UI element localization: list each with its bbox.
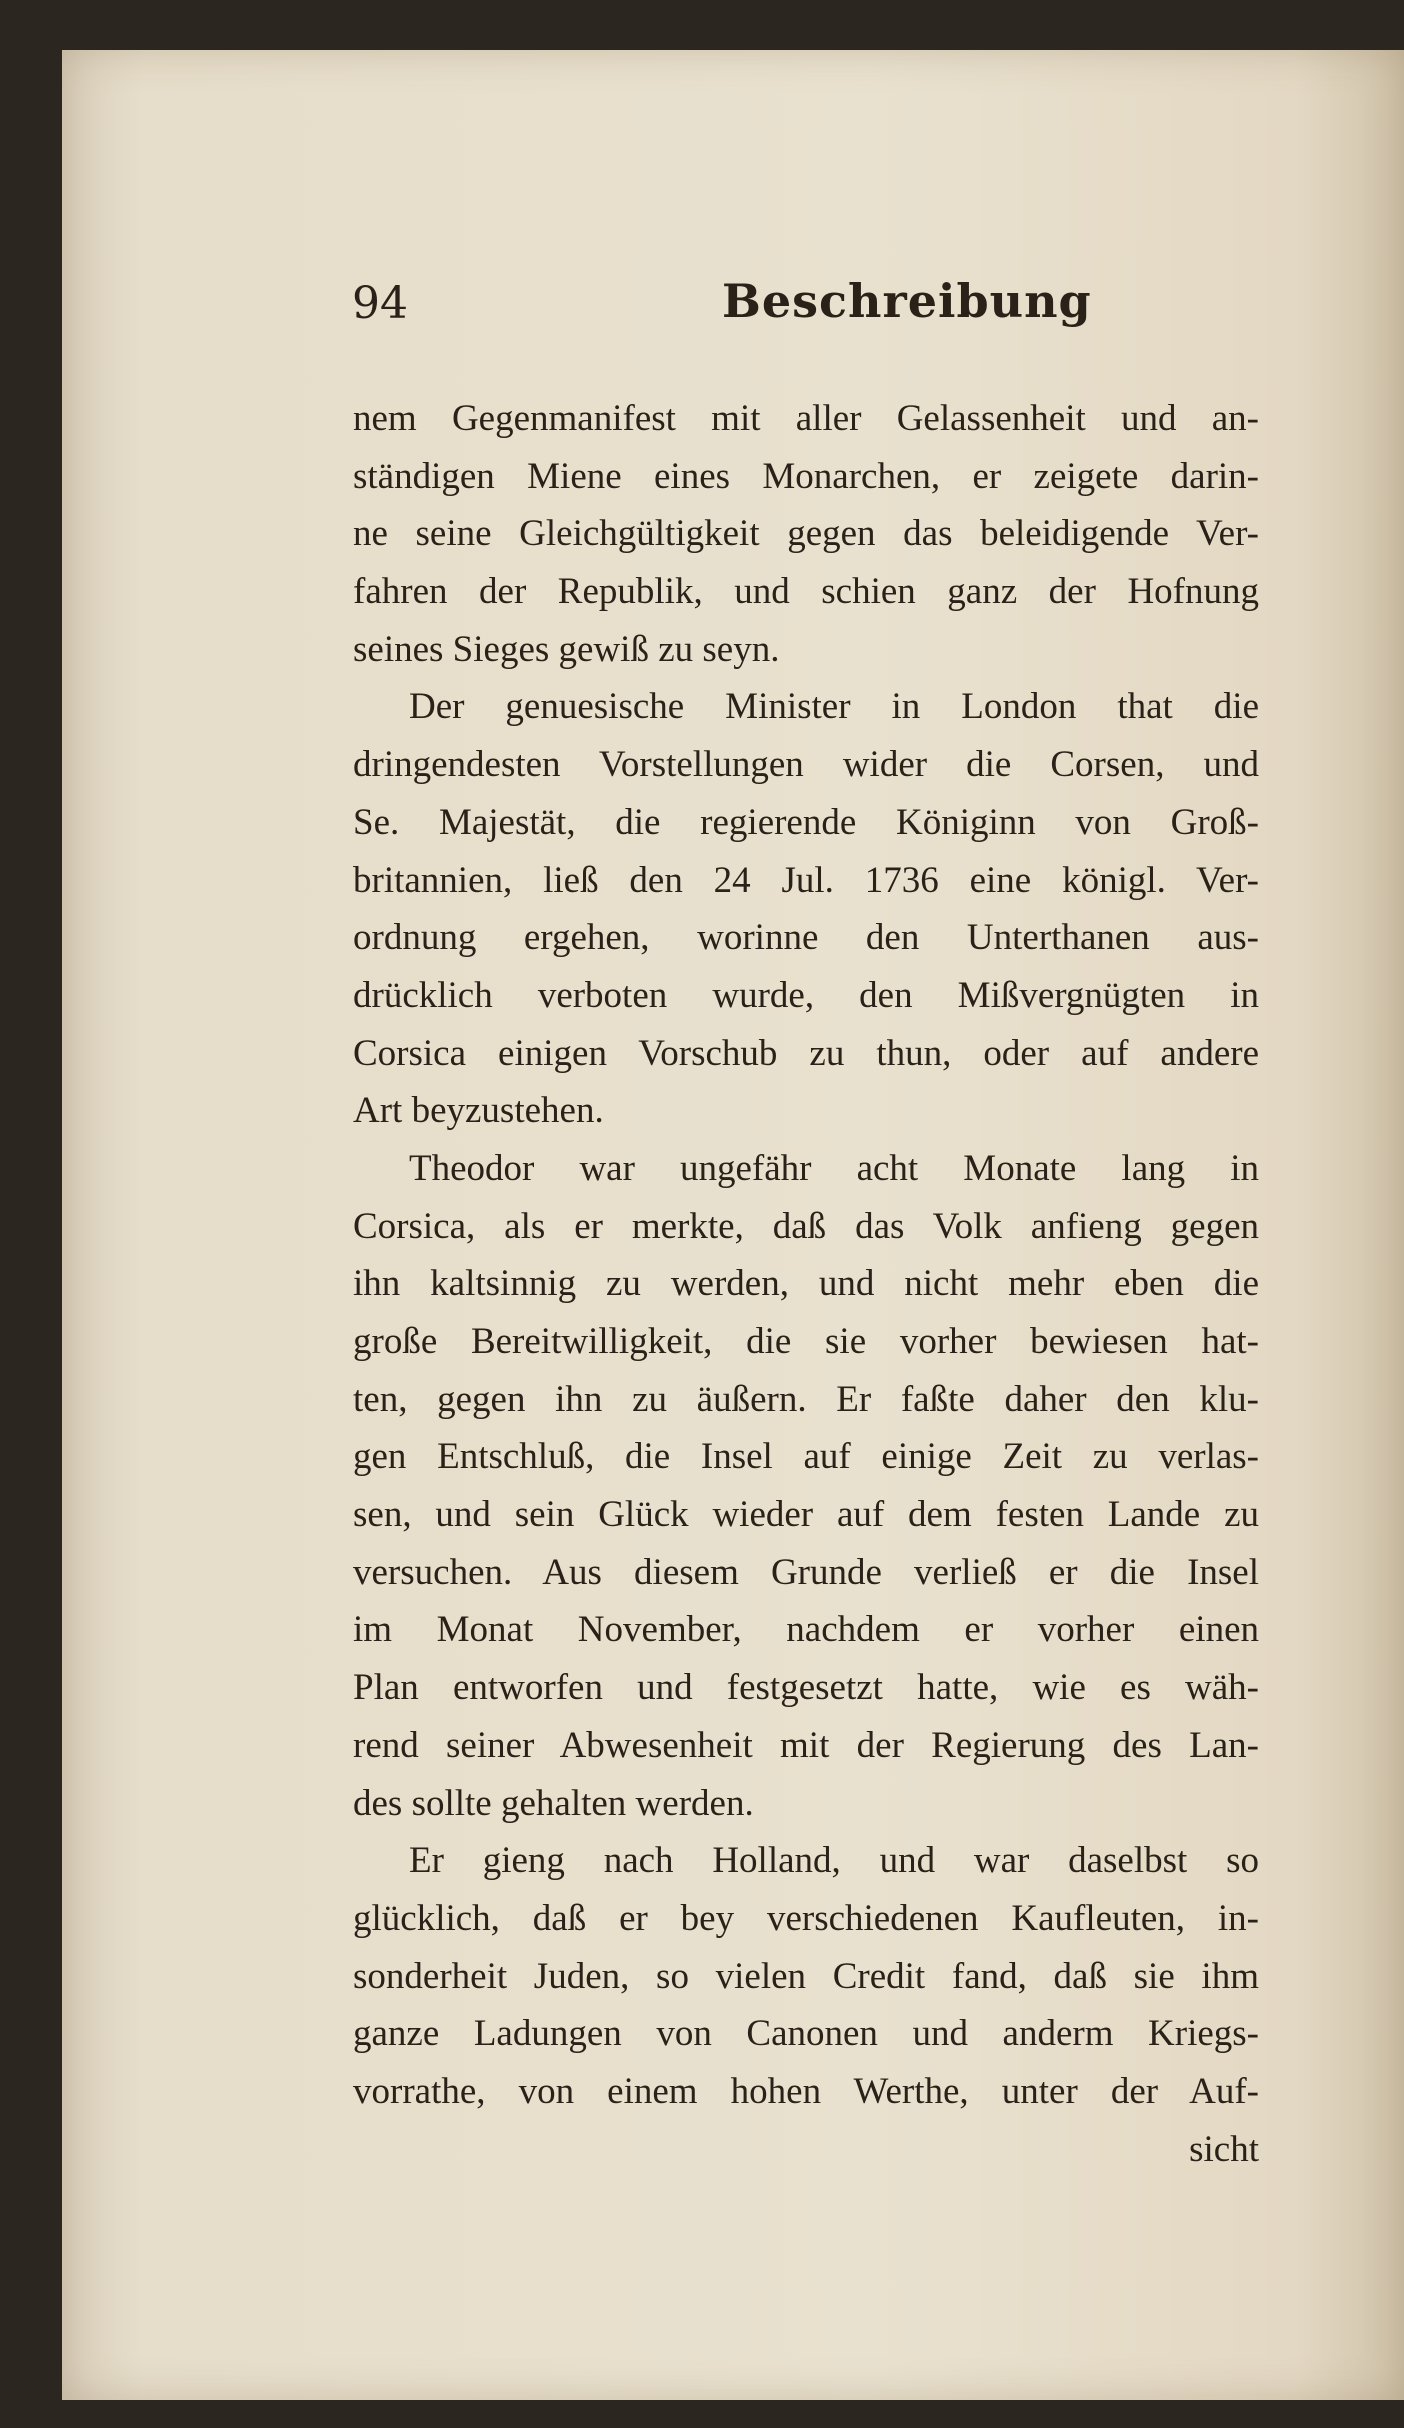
text-line: versuchen. Aus diesem Grunde verließ er die Insel — [353, 1551, 1259, 1593]
text-line: seines Sieges gewiß zu seyn. — [353, 628, 780, 670]
text-line: drücklich verboten wurde, den Mißvergnügten in — [353, 974, 1259, 1016]
text-line: sonderheit Juden, so vielen Credit fand, daß sie ihm — [353, 1955, 1259, 1997]
text-line: Der genuesische Minister in London that die — [409, 686, 1259, 728]
text-line: ihn kaltsinnig zu werden, und nicht mehr eben die — [353, 1263, 1259, 1305]
text-line: ständigen Miene eines Monarchen, er zeigete darin- — [353, 455, 1259, 497]
page-header — [352, 274, 1332, 338]
text-line: gen Entschluß, die Insel auf einige Zeit zu verlas- — [353, 1436, 1259, 1478]
text-line: nem Gegenmanifest mit aller Gelassenheit und an- — [353, 398, 1259, 439]
text-line: Corsica, als er merkte, daß das Volk anfieng gegen — [353, 1205, 1259, 1247]
text-line: britannien, ließ den 24 Jul. 1736 eine königl. Ver- — [353, 859, 1259, 901]
text-line: Art beyzustehen. — [353, 1090, 604, 1132]
text-line: Theodor war ungefähr acht Monate lang in — [409, 1147, 1259, 1189]
text-line: im Monat November, nachdem er vorher einen — [353, 1609, 1259, 1651]
text-line: dringendesten Vorstellungen wider die Corsen, und — [353, 744, 1259, 786]
running-title: Beschreibung — [722, 274, 1092, 328]
book-page — [62, 50, 1404, 2400]
text-line: ne seine Gleichgültigkeit gegen das beleidigende Ver- — [353, 513, 1259, 555]
text-line: ganze Ladungen von Canonen und anderm Kriegs- — [353, 2013, 1259, 2055]
page-number: 94 — [352, 278, 408, 329]
text-line: fahren der Republik, und schien ganz der Hofnung — [353, 571, 1259, 613]
text-line: ordnung ergehen, worinne den Unterthanen aus- — [353, 917, 1259, 959]
text-line: rend seiner Abwesenheit mit der Regierung des Lan- — [353, 1724, 1259, 1766]
text-line: Se. Majestät, die regierende Königinn von Groß- — [353, 801, 1259, 843]
text-line: des sollte gehalten werden. — [353, 1782, 754, 1824]
text-line: Plan entworfen und festgesetzt hatte, wie es wäh- — [353, 1667, 1259, 1709]
text-line: Corsica einigen Vorschub zu thun, oder auf andere — [353, 1032, 1259, 1074]
catchword: sicht — [1189, 2128, 1259, 2170]
text-line: Er gieng nach Holland, und war daselbst so — [409, 1840, 1259, 1882]
text-line: sen, und sein Glück wieder auf dem festen Lande zu — [353, 1494, 1259, 1536]
text-line: vorrathe, von einem hohen Werthe, unter der Auf- — [353, 2070, 1259, 2112]
text-line: glücklich, daß er bey verschiedenen Kaufleuten, in- — [353, 1897, 1259, 1939]
text-line: große Bereitwilligkeit, die sie vorher bewiesen hat- — [353, 1321, 1259, 1362]
text-line: ten, gegen ihn zu äußern. Er faßte daher den klu- — [353, 1378, 1259, 1420]
body-text — [353, 390, 1259, 2178]
